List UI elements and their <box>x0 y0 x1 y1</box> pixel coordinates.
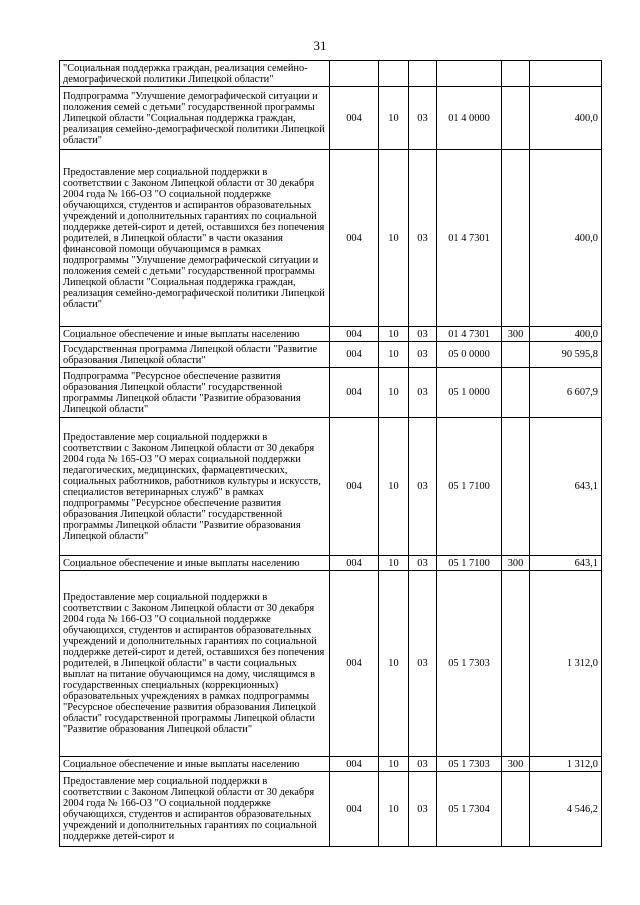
vr-cell <box>502 571 530 757</box>
razdel-cell: 10 <box>379 556 409 571</box>
razdel-cell: 10 <box>379 757 409 772</box>
row-name: Социальное обеспечение и иные выплаты населению <box>60 327 330 342</box>
sum-cell: 1 312,0 <box>530 571 602 757</box>
table-row <box>60 571 602 757</box>
ved-cell: 004 <box>330 418 379 556</box>
ved-cell: 004 <box>330 772 379 847</box>
sum-cell: 6 607,9 <box>530 368 602 418</box>
razdel-cell: 10 <box>379 87 409 150</box>
csr-cell: 05 0 0000 <box>437 342 502 368</box>
podrazdel-cell: 03 <box>409 571 437 757</box>
ved-cell: 004 <box>330 757 379 772</box>
table-row <box>60 327 602 342</box>
razdel-cell: 10 <box>379 418 409 556</box>
row-name: Государственная программа Липецкой области "Развитие образования Липецкой области" <box>60 342 330 368</box>
row-name: Подпрограмма "Ресурсное обеспечение развития образования Липецкой области" государственной программы Липецкой области "Развитие образования Липецкой области" <box>60 368 330 418</box>
podrazdel-cell: 03 <box>409 772 437 847</box>
row-name: Подпрограмма "Улучшение демографической ситуации и положения семей с детьми" государственной программы Липецкой области "Социальная поддержка граждан, реализация семейно-демографической политики Липецкой области" <box>60 87 330 150</box>
csr-cell: 05 1 7303 <box>437 571 502 757</box>
podrazdel-cell: 03 <box>409 368 437 418</box>
sum-cell: 4 546,2 <box>530 772 602 847</box>
podrazdel-cell: 03 <box>409 87 437 150</box>
podrazdel-cell: 03 <box>409 757 437 772</box>
sum-cell: 1 312,0 <box>530 757 602 772</box>
razdel-cell: 10 <box>379 571 409 757</box>
podrazdel-cell: 03 <box>409 556 437 571</box>
vr-cell <box>502 150 530 327</box>
csr-cell: 05 1 7100 <box>437 418 502 556</box>
table-row <box>60 87 602 150</box>
razdel-cell: 10 <box>379 150 409 327</box>
budget-table <box>59 60 602 847</box>
razdel-cell: 10 <box>379 327 409 342</box>
vr-cell <box>502 418 530 556</box>
csr-cell: 05 1 7304 <box>437 772 502 847</box>
sum-cell: 400,0 <box>530 87 602 150</box>
row-name: Предоставление мер социальной поддержки в соответствии с Законом Липецкой области от 30 декабря 2004 года № 166-ОЗ "О социальной поддержке обучающихся, студентов и аспирантов образовательных учреждений и дополнительных гарантиях по социальной поддержке детей-сирот и <box>60 772 330 847</box>
vr-cell <box>502 342 530 368</box>
table-row <box>60 772 602 847</box>
page-number: 31 <box>313 38 327 53</box>
table-row <box>60 368 602 418</box>
row-name: Социальное обеспечение и иные выплаты населению <box>60 757 330 772</box>
sum-cell <box>530 61 602 87</box>
table-row <box>60 757 602 772</box>
sum-cell: 90 595,8 <box>530 342 602 368</box>
row-name: Предоставление мер социальной поддержки в соответствии с Законом Липецкой области от 30 декабря 2004 года № 166-ОЗ "О социальной поддержке обучающихся, студентов и аспирантов образовательных учреждений и дополнительных гарантиях по социальной поддержке детей-сирот и детей, оставшихся без попечения родителей, в Липецкой области" в части социальных выплат на питание обучающимся на дому, числящимся в государственных специальных (коррекционных) образовательных учреждениях в рамках подпрограммы "Ресурсное обеспечение развития образования Липецкой области" государственной программы Липецкой области "Развитие образования Липецкой области" <box>60 571 330 757</box>
csr-cell: 05 1 0000 <box>437 368 502 418</box>
razdel-cell <box>379 61 409 87</box>
ved-cell: 004 <box>330 87 379 150</box>
ved-cell: 004 <box>330 571 379 757</box>
sum-cell: 400,0 <box>530 327 602 342</box>
sum-cell: 643,1 <box>530 418 602 556</box>
row-name: "Социальная поддержка граждан, реализация семейно-демографической политики Липецкой области" <box>60 61 330 87</box>
ved-cell: 004 <box>330 556 379 571</box>
ved-cell <box>330 61 379 87</box>
vr-cell <box>502 772 530 847</box>
podrazdel-cell: 03 <box>409 342 437 368</box>
vr-cell: 300 <box>502 556 530 571</box>
ved-cell: 004 <box>330 150 379 327</box>
table-row <box>60 342 602 368</box>
razdel-cell: 10 <box>379 368 409 418</box>
csr-cell: 05 1 7303 <box>437 757 502 772</box>
vr-cell: 300 <box>502 757 530 772</box>
csr-cell: 01 4 0000 <box>437 87 502 150</box>
csr-cell: 01 4 7301 <box>437 327 502 342</box>
row-name: Предоставление мер социальной поддержки в соответствии с Законом Липецкой области от 30 декабря 2004 года № 166-ОЗ "О социальной поддержке обучающихся, студентов и аспирантов образовательных учреждений и дополнительных гарантиях по социальной поддержке детей-сирот и детей, оставшихся без попечения родителей, в Липецкой области" в части оказания финансовой помощи обучающимся в рамках подпрограммы "Улучшение демографической ситуации и положения семей с детьми" государственной программы Липецкой области "Социальная поддержка граждан, реализация семейно-демографической политики Липецкой области" <box>60 150 330 327</box>
table-row <box>60 61 602 87</box>
csr-cell <box>437 61 502 87</box>
podrazdel-cell: 03 <box>409 327 437 342</box>
table-row <box>60 418 602 556</box>
row-name: Социальное обеспечение и иные выплаты населению <box>60 556 330 571</box>
ved-cell: 004 <box>330 368 379 418</box>
table-row <box>60 556 602 571</box>
sum-cell: 643,1 <box>530 556 602 571</box>
vr-cell: 300 <box>502 327 530 342</box>
vr-cell <box>502 87 530 150</box>
razdel-cell: 10 <box>379 342 409 368</box>
sum-cell: 400,0 <box>530 150 602 327</box>
ved-cell: 004 <box>330 342 379 368</box>
csr-cell: 05 1 7100 <box>437 556 502 571</box>
table-row <box>60 150 602 327</box>
vr-cell <box>502 61 530 87</box>
podrazdel-cell: 03 <box>409 418 437 556</box>
razdel-cell: 10 <box>379 772 409 847</box>
vr-cell <box>502 368 530 418</box>
podrazdel-cell <box>409 61 437 87</box>
ved-cell: 004 <box>330 327 379 342</box>
csr-cell: 01 4 7301 <box>437 150 502 327</box>
podrazdel-cell: 03 <box>409 150 437 327</box>
row-name: Предоставление мер социальной поддержки в соответствии с Законом Липецкой области от 30 декабря 2004 года № 165-ОЗ "О мерах социальной поддержки педагогических, медицинских, фармацевтических, социальных работников, работников культуры и искусств, специалистов ветеринарных служб" в рамках подпрограммы "Ресурсное обеспечение развития образования Липецкой области" государственной программы Липецкой области "Развитие образования Липецкой области" <box>60 418 330 556</box>
